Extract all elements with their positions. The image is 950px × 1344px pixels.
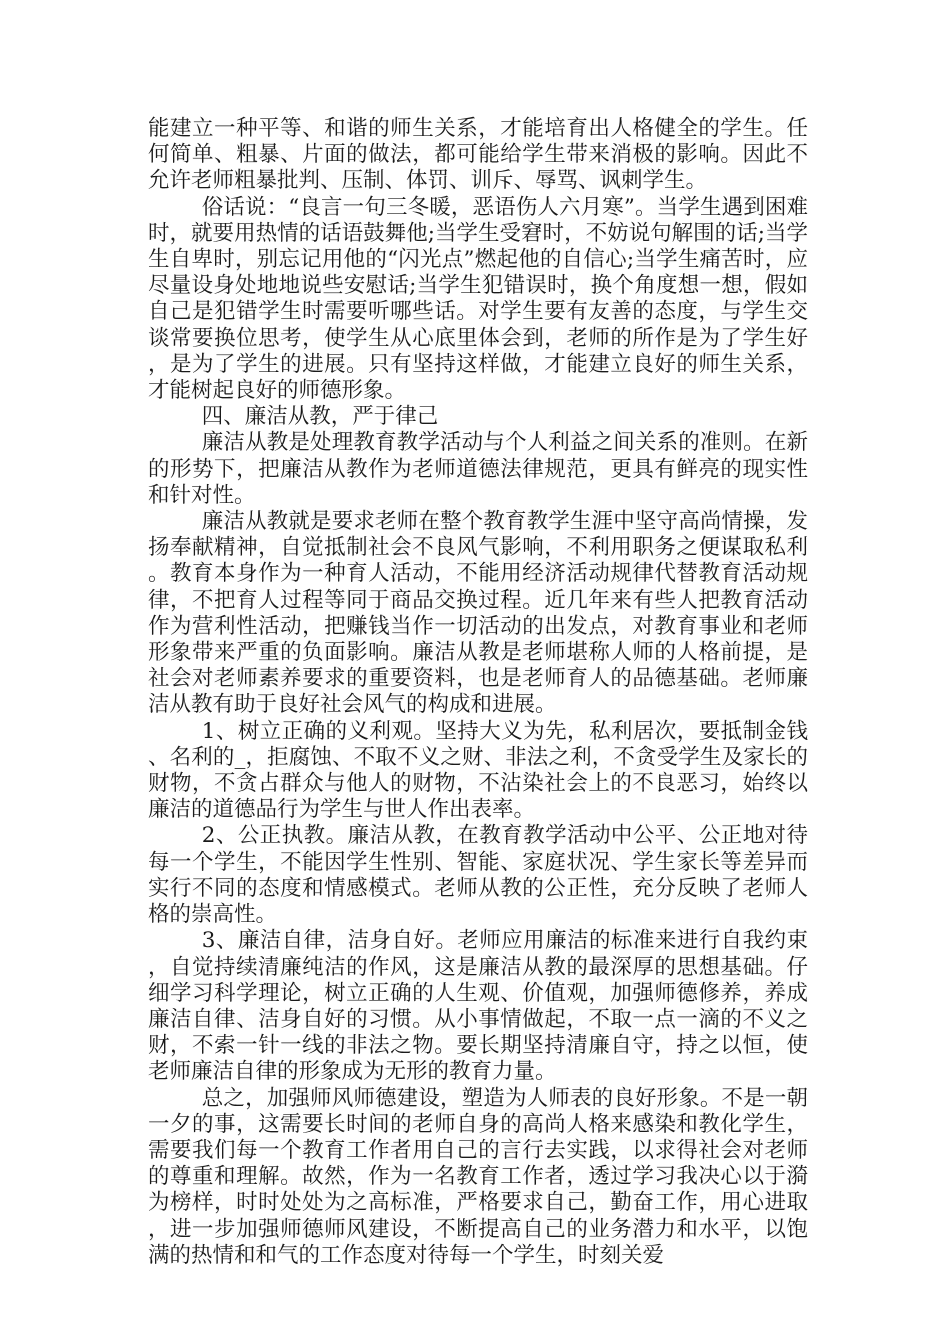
section-heading-integrity: 四、廉洁从教，严于律己 [201,404,439,430]
paragraph-integrity-principle: 廉洁从教是处理教育教学活动与个人利益之间关系的准则。在新的形势下，把廉洁从教作为老师道德法律规范，更具有鲜亮的现实性和针对性。 [148,430,808,508]
paragraph-continuation: 能建立一种平等、和谐的师生关系，才能培育出人格健全的学生。任何简单、粗暴、片面的做法，都可能给学生带来消极的影响。因此不允许老师粗暴批判、压制、体罚、训斥、辱骂、讽刺学生。 [148,116,808,194]
paragraph-integrity-requirements: 廉洁从教就是要求老师在整个教育教学生涯中坚守高尚情操，发扬奉献精神，自觉抵制社会不良风气影响，不利用职务之便谋取私利。教育本身作为一种育人活动，不能用经济活动规律代替教育活动规律，不把育人过程等同于商品交换过程。近几年来有些人把教育活动作为营利性活动，把赚钱当作一切活动的出发点，对教育事业和老师形象带来严重的负面影响。廉洁从教是老师堪称人师的人格前提，是社会对老师素养要求的重要资料，也是老师育人的品德基础。老师廉洁从教有助于良好社会风气的构成和进展。 [148,509,808,718]
document-page [148,116,808,1269]
list-item-2: 2、公正执教。廉洁从教，在教育教学活动中公平、公正地对待每一个学生，不能因学生性别、智能、家庭状况、学生家长等差异而实行不同的态度和情感模式。老师从教的公正性，充分反映了老师人格的崇高性。 [148,823,808,928]
list-item-1: 1、树立正确的义利观。坚持大义为先，私利居次，要抵制金钱、名利的_，拒腐蚀、不取不义之财、非法之利，不贪受学生及家长的财物，不贪占群众与他人的财物，不沾染社会上的不良恶习，始终以廉洁的道德品行为学生与世人作出表率。 [148,718,808,823]
list-item-3: 3、廉洁自律，洁身自好。老师应用廉洁的标准来进行自我约束，自觉持续清廉纯洁的作风，这是廉洁从教的最深厚的思想基础。仔细学习科学理论，树立正确的人生观、价值观，加强师德修养，养成廉洁自律、洁身自好的习惯。从小事情做起，不取一点一滴的不义之财，不索一针一线的非法之物。要长期坚持清廉自守，持之以恒，使老师廉洁自律的形象成为无形的教育力量。 [148,928,808,1085]
paragraph-conclusion: 总之，加强师风师德建设，塑造为人师表的良好形象。不是一朝一夕的事，这需要长时间的老师自身的高尚人格来感染和教化学生，需要我们每一个教育工作者用自己的言行去实践，以求得社会对老师的尊重和理解。故然，作为一名教育工作者，透过学习我决心以于漪为榜样，时时处处为之高标准，严格要求自己，勤奋工作，用心进取，进一步加强师德师风建设，不断提高自己的业务潜力和水平，以饱满的热情和和气的工作态度对待每一个学生，时刻关爱 [148,1085,808,1268]
paragraph-proverb: 俗话说：“良言一句三冬暖，恶语伤人六月寒”。当学生遇到困难时，就要用热情的话语鼓舞他;当学生受窘时，不妨说句解围的话;当学生自卑时，别忘记用他的“闪光点”燃起他的自信心;当学生痛苦时，应尽量设身处地地说些安慰话;当学生犯错误时，换个角度想一想，假如自己是犯错学生时需要听哪些话。对学生要有友善的态度，与学生交谈常要换位思考，使学生从心底里体会到，老师的所作是为了学生好，是为了学生的进展。只有坚持这样做，才能建立良好的师生关系，才能树起良好的师德形象。 [148,194,808,404]
